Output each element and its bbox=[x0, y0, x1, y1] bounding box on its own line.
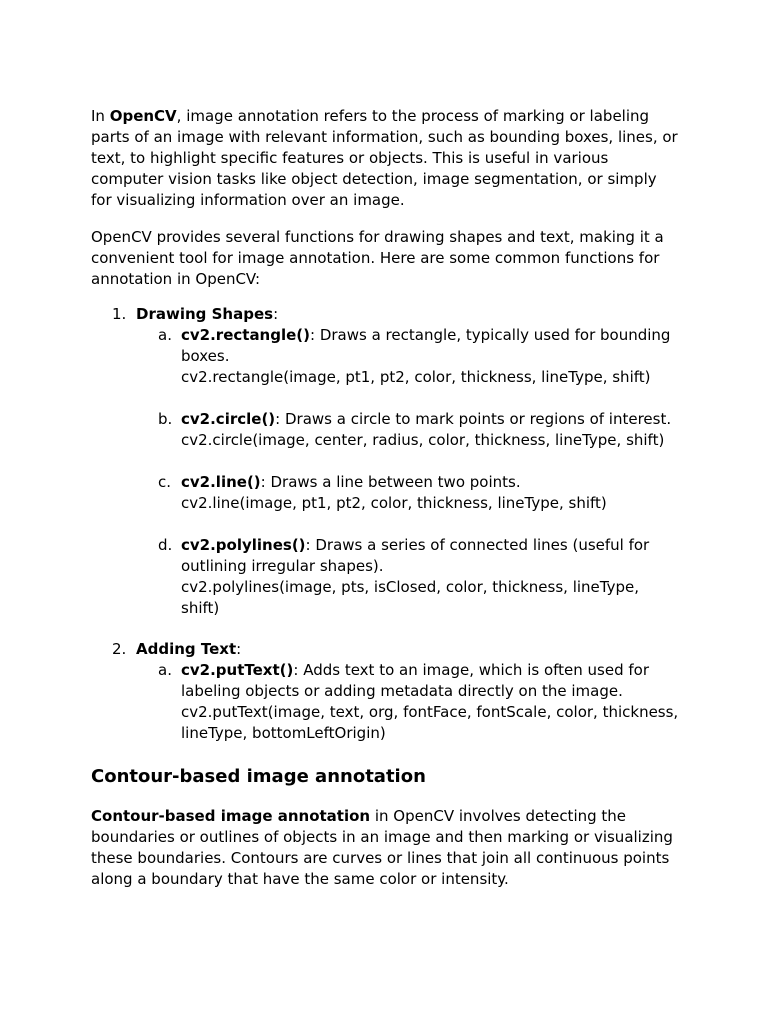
function-signature: cv2.rectangle(image, pt1, pt2, color, thickness, lineType, shift) bbox=[181, 368, 651, 386]
intro-text-pre: In bbox=[91, 107, 110, 125]
function-name: cv2.line() bbox=[181, 473, 261, 491]
function-desc-text: : Adds text to an image, which is often used for labeling objects or adding metadata directly on the image. bbox=[181, 661, 650, 700]
list-marker: d. bbox=[158, 536, 173, 554]
function-name: cv2.circle() bbox=[181, 410, 276, 428]
function-name: cv2.rectangle() bbox=[181, 326, 311, 344]
list-marker: a. bbox=[158, 326, 172, 344]
intro-text-post: , image annotation refers to the process of marking or labeling parts of an image with relevant information, such as bounding boxes, lines, or text, to highlight specific features or objects. This is useful in various computer vision tasks like object detection, image segmentation, or simply for visualizing information over an image. bbox=[91, 107, 678, 209]
function-item-rectangle bbox=[136, 325, 681, 388]
list-marker: 1. bbox=[112, 305, 127, 323]
intro-bold-opencv: OpenCV bbox=[109, 107, 177, 125]
section-title-line bbox=[136, 639, 681, 660]
function-description bbox=[181, 409, 681, 430]
drawing-functions-list bbox=[136, 325, 681, 619]
function-description bbox=[181, 660, 681, 702]
function-name: cv2.polylines() bbox=[181, 536, 306, 554]
function-item-line bbox=[136, 472, 681, 514]
function-desc-text: : Draws a rectangle, typically used for bounding boxes. bbox=[181, 326, 671, 365]
function-item-circle bbox=[136, 409, 681, 451]
list-marker: b. bbox=[158, 410, 173, 428]
function-desc-text: : Draws a line between two points. bbox=[260, 473, 521, 491]
function-item-puttext bbox=[136, 660, 681, 744]
list-marker: a. bbox=[158, 661, 172, 679]
text-functions-list bbox=[136, 660, 681, 744]
section-colon: : bbox=[273, 305, 279, 323]
functions-intro-paragraph: OpenCV provides several functions for drawing shapes and text, making it a convenient tool for image annotation. Here are some common functions for annotation in OpenCV: bbox=[91, 228, 664, 288]
function-name: cv2.putText() bbox=[181, 661, 294, 679]
list-marker: 2. bbox=[112, 640, 127, 658]
section-heading: Contour-based image annotation bbox=[91, 766, 426, 787]
section-title-line bbox=[136, 304, 681, 325]
list-marker: c. bbox=[158, 473, 172, 491]
function-signature: cv2.putText(image, text, org, fontFace, fontScale, color, thickness, lineType, bottomLeftOrigin) bbox=[181, 703, 679, 742]
function-signature: cv2.line(image, pt1, pt2, color, thickness, lineType, shift) bbox=[181, 494, 607, 512]
intro-paragraph bbox=[91, 106, 681, 211]
section-colon: : bbox=[236, 640, 242, 658]
function-signature: cv2.circle(image, center, radius, color, thickness, lineType, shift) bbox=[181, 431, 665, 449]
functions-list bbox=[91, 304, 681, 744]
function-desc-text: : Draws a series of connected lines (useful for outlining irregular shapes). bbox=[181, 536, 650, 575]
function-description bbox=[181, 325, 681, 367]
contour-paragraph bbox=[91, 806, 681, 890]
function-description bbox=[181, 535, 681, 577]
function-item-polylines bbox=[136, 535, 681, 619]
section-title: Drawing Shapes bbox=[136, 305, 274, 323]
contour-text: in OpenCV involves detecting the boundaries or outlines of objects in an image and then marking or visualizing these boundaries. Contours are curves or lines that join all continuous points along a boundary that have the same color or intensity. bbox=[91, 807, 673, 888]
section-drawing-shapes bbox=[91, 304, 681, 619]
section-title: Adding Text bbox=[136, 640, 237, 658]
function-signature: cv2.polylines(image, pts, isClosed, color, thickness, lineType, shift) bbox=[181, 578, 639, 617]
contour-bold-term: Contour-based image annotation bbox=[91, 807, 371, 825]
document-page bbox=[91, 106, 681, 890]
function-desc-text: : Draws a circle to mark points or regions of interest. bbox=[275, 410, 672, 428]
section-adding-text bbox=[91, 639, 681, 744]
function-description bbox=[181, 472, 681, 493]
